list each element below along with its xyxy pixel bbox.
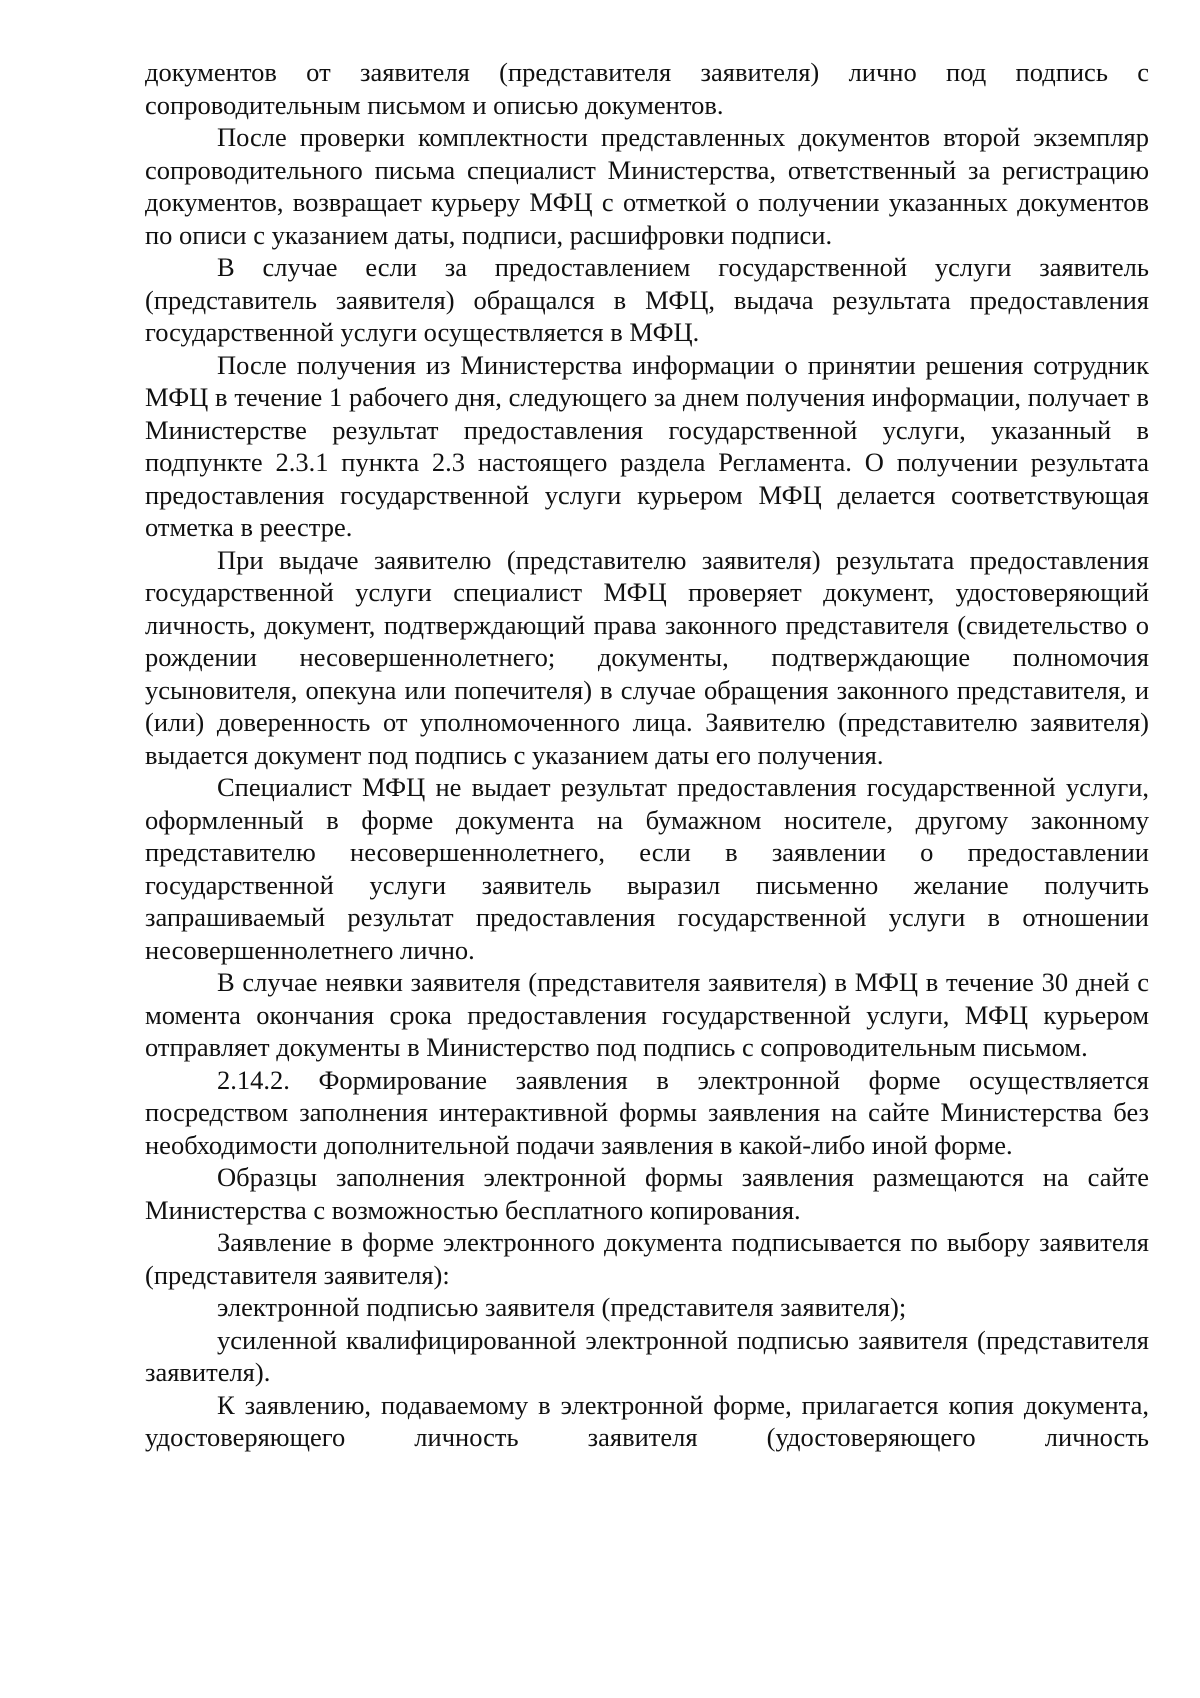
paragraph-11: электронной подписью заявителя (представителя заявителя); [217,1292,907,1322]
paragraph-9: Образцы заполнения электронной формы заявления размещаются на сайте Министерства с возможностью бесплатного копирования. [145,1162,1149,1225]
paragraph-13: К заявлению, подаваемому в электронной форме, прилагается копия документа, удостоверяющего личность заявителя (удостоверяющего личность [145,1389,1149,1452]
paragraph-1: документов от заявителя (представителя заявителя) лично под подпись с сопроводительным письмом и описью документов. [145,57,1149,120]
paragraph-2: После проверки комплектности представленных документов второй экземпляр сопроводительного письма специалист Министерства, ответственный за регистрацию документов, возвращает курьеру МФЦ с отметкой о получении указанных документов по описи с указанием даты, подписи, расшифровки подписи. [145,122,1149,250]
paragraph-4: После получения из Министерства информации о принятии решения сотрудник МФЦ в течение 1 рабочего дня, следующего за днем получения информации, получает в Министерстве результат предоставления государственной услуги, указанный в подпункте 2.3.1 пункта 2.3 настоящего раздела Регламента. О получении результата предоставления государственной услуги курьером МФЦ делается соответствующая отметка в реестре. [145,349,1149,542]
paragraph-12: усиленной квалифицированной электронной подписью заявителя (представителя заявителя). [145,1324,1149,1387]
paragraph-5: При выдаче заявителю (представителю заявителя) результата предоставления государственной услуги специалист МФЦ проверяет документ, удостоверяющий личность, документ, подтверждающий права законного представителя (свидетельство о рождении несовершеннолетнего; документы, подтверждающие полномочия усыновителя, опекуна или попечителя) в случае обращения законного представителя, и (или) доверенность от уполномоченного лица. Заявителю (представителю заявителя) выдается документ под подпись с указанием даты его получения. [145,544,1149,770]
paragraph-3: В случае если за предоставлением государственной услуги заявитель (представитель заявителя) обращался в МФЦ, выдача результата предоставления государственной услуги осуществляется в МФЦ. [145,252,1149,347]
paragraph-10: Заявление в форме электронного документа подписывается по выбору заявителя (представителя заявителя): [145,1227,1149,1290]
document-page [145,56,1149,1454]
paragraph-6: Специалист МФЦ не выдает результат предоставления государственной услуги, оформленный в форме документа на бумажном носителе, другому законному представителю несовершеннолетнего, если в заявлении о предоставлении государственной услуги заявитель выразил письменно желание получить запрашиваемый результат предоставления государственной услуги в отношении несовершеннолетнего лично. [145,772,1149,965]
paragraph-8: 2.14.2. Формирование заявления в электронной форме осуществляется посредством заполнения интерактивной формы заявления на сайте Министерства без необходимости дополнительной подачи заявления в какой-либо иной форме. [145,1064,1149,1160]
paragraph-7: В случае неявки заявителя (представителя заявителя) в МФЦ в течение 30 дней с момента окончания срока предоставления государственной услуги, МФЦ курьером отправляет документы в Министерство под подпись с сопроводительным письмом. [145,967,1149,1062]
